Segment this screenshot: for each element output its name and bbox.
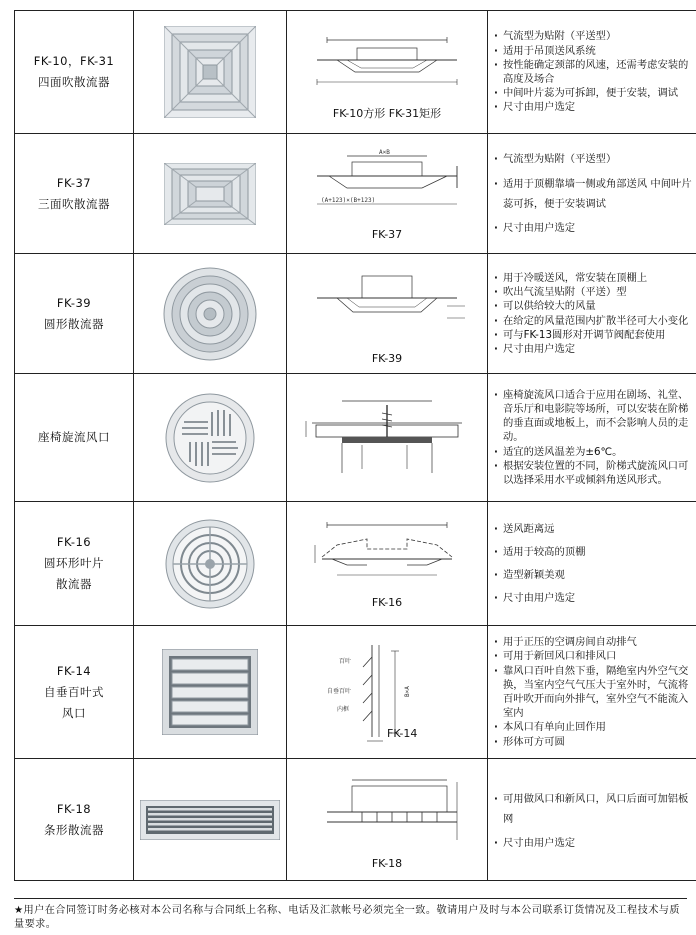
product-name-cell: [15, 11, 134, 134]
feature-item: · 适用于较高的顶棚: [494, 545, 696, 559]
product-model: FK-10，FK-31: [33, 54, 115, 68]
ring-blade-diffuser-photo: [164, 518, 256, 610]
product-drawing-cell: [287, 374, 488, 502]
feature-item: · 靠风口百叶自然下垂，隔绝室内外空气交换，当室内空气气压大于室外时，气流将百叶吹开而向外排气，室外空气不能流入室内: [494, 664, 696, 721]
feature-item: · 在给定的风量范围内扩散半径可大小变化: [494, 314, 696, 328]
table-row: [15, 254, 696, 374]
table-row: [15, 759, 696, 881]
feature-item: · 气流型为贴附（平送型）: [494, 29, 696, 43]
feature-item: · 送风距离远: [494, 522, 696, 536]
footer-divider: [14, 898, 687, 899]
seat-swirl-vent-section-drawing: [302, 393, 472, 483]
product-type: 四面吹散流器: [38, 75, 110, 89]
feature-item: · 可以供给较大的风量: [494, 299, 696, 313]
product-name-cell: [15, 374, 134, 502]
product-type: 圆形散流器: [44, 316, 104, 331]
gravity-louver-vent-photo: [162, 649, 258, 735]
product-features-cell: [488, 759, 696, 881]
feature-item: · 按性能确定颈部的风速，还需考虑安装的高度及场合: [494, 58, 696, 86]
seat-swirl-vent-photo: [164, 392, 256, 484]
product-photo-cell: [134, 254, 287, 374]
round-diffuser-section-drawing: [307, 266, 467, 346]
product-photo-cell: [134, 502, 287, 626]
product-name-cell: [15, 626, 134, 759]
product-photo-cell: [134, 11, 287, 134]
product-type: 座椅旋流风口: [38, 430, 110, 444]
product-photo-cell: [134, 134, 287, 254]
drawing-caption: FK-14: [387, 727, 418, 740]
feature-item: · 形体可方可圆: [494, 735, 696, 749]
feature-item: · 可与FK-13圆形对开调节阀配套使用: [494, 328, 696, 342]
feature-item: · 可用于新回风口和排风口: [494, 649, 696, 663]
product-type: 三面吹散流器: [38, 196, 110, 211]
table-row: [15, 626, 696, 759]
feature-item: · 吹出气流呈贴附（平送）型: [494, 285, 696, 299]
drawing-label: 自垂百叶: [327, 688, 352, 695]
feature-item: · 用于正压的空调房间自动排气: [494, 635, 696, 649]
product-model: FK-16: [56, 535, 92, 549]
product-table: [14, 10, 696, 881]
product-drawing-cell: [287, 11, 488, 134]
product-drawing-cell: [287, 134, 488, 254]
product-photo-cell: [134, 374, 287, 502]
feature-item: · 座椅旋流风口适合于应用在剧场、礼堂、音乐厅和电影院等场所，可以安装在阶梯的垂直面或地板上，而不会影响人员的走动。: [494, 388, 696, 445]
square-diffuser-section-drawing: [307, 26, 467, 104]
product-type: 自垂百叶式: [44, 684, 104, 699]
footer-note: ★用户在合同签订时务必核对本公司名称与合同纸上名称、电话及汇款帐号必须完全一致。敬请用户及时与本公司联系订货情况及工程技术与质量要求。: [14, 905, 680, 930]
feature-item: · 中间叶片蕊为可拆卸，便于安装，调试: [494, 86, 696, 100]
ring-blade-diffuser-section-drawing: [307, 515, 467, 595]
product-catalog-sheet: [14, 10, 692, 881]
product-name-cell: [15, 254, 134, 374]
drawing-caption: FK-16: [371, 596, 403, 609]
product-drawing-cell: [287, 626, 488, 759]
product-model: FK-37: [56, 175, 92, 190]
feature-item: · 尺寸由用户选定: [494, 591, 696, 605]
product-features-cell: [488, 134, 696, 254]
product-model: FK-18: [56, 801, 92, 816]
product-drawing-cell: [287, 502, 488, 626]
product-features-cell: [488, 374, 696, 502]
table-row: [15, 374, 696, 502]
feature-item: · 可用做风口和新风口，风口后面可加铝板网: [494, 789, 696, 829]
feature-item: · 气流型为贴附（平送型）: [494, 152, 696, 166]
feature-item: · 造型新颖美观: [494, 568, 696, 582]
product-model: FK-39: [56, 295, 92, 310]
product-type: 散流器: [56, 577, 92, 591]
feature-item: · 适宜的送风温差为±6℃。: [494, 445, 696, 459]
product-features-cell: [488, 502, 696, 626]
linear-slot-diffuser-section-drawing: [307, 770, 467, 854]
feature-item: · 用于冷暖送风，常安装在顶棚上: [494, 271, 696, 285]
feature-item: · 本风口有单向止回作用: [494, 720, 696, 734]
product-features-cell: [488, 626, 696, 759]
table-row: [15, 134, 696, 254]
product-drawing-cell: [287, 759, 488, 881]
svg-text:(A+123)×(B+123): (A+123)×(B+123): [321, 196, 376, 204]
product-type: 条形散流器: [44, 822, 104, 837]
product-photo-cell: [134, 626, 287, 759]
product-drawing-cell: [287, 254, 488, 374]
product-type: 风口: [62, 705, 86, 720]
feature-item: · 尺寸由用户选定: [494, 221, 696, 235]
product-name-cell: [15, 502, 134, 626]
three-way-diffuser-section-drawing: [307, 146, 467, 226]
feature-item: · 适用于顶棚靠墙一侧或角部送风 中间叶片蕊可拆，便于安装调试: [494, 174, 696, 214]
product-features-cell: [488, 254, 696, 374]
round-diffuser-photo: [162, 266, 258, 362]
product-type: 圆环形叶片: [44, 556, 104, 570]
product-name-cell: [15, 759, 134, 881]
feature-item: · 尺寸由用户选定: [494, 100, 696, 114]
product-name-cell: [15, 134, 134, 254]
product-model: FK-14: [56, 663, 92, 678]
table-row: [15, 11, 696, 134]
drawing-label: 内框: [337, 706, 350, 713]
drawing-caption: FK-18: [371, 857, 403, 870]
drawing-label: B×A: [404, 686, 411, 697]
table-row: [15, 502, 696, 626]
linear-slot-diffuser-photo: [140, 800, 280, 840]
drawing-caption: FK-37: [371, 228, 403, 241]
drawing-caption: FK-39: [371, 352, 403, 365]
feature-item: · 适用于吊顶送风系统: [494, 44, 696, 58]
feature-item: · 尺寸由用户选定: [494, 342, 696, 356]
drawing-label: 百叶: [339, 658, 352, 665]
feature-item: · 尺寸由用户选定: [494, 836, 696, 850]
drawing-caption: FK-10方形 FK-31矩形: [332, 107, 442, 120]
svg-text:A×B: A×B: [379, 148, 390, 156]
product-photo-cell: [134, 759, 287, 881]
feature-item: · 根据安装位置的不同，阶梯式旋流风口可以选择采用水平或倾斜角送风形式。: [494, 459, 696, 487]
product-features-cell: [488, 11, 696, 134]
three-way-diffuser-photo: [164, 163, 256, 225]
square-four-way-diffuser-photo: [164, 26, 256, 118]
